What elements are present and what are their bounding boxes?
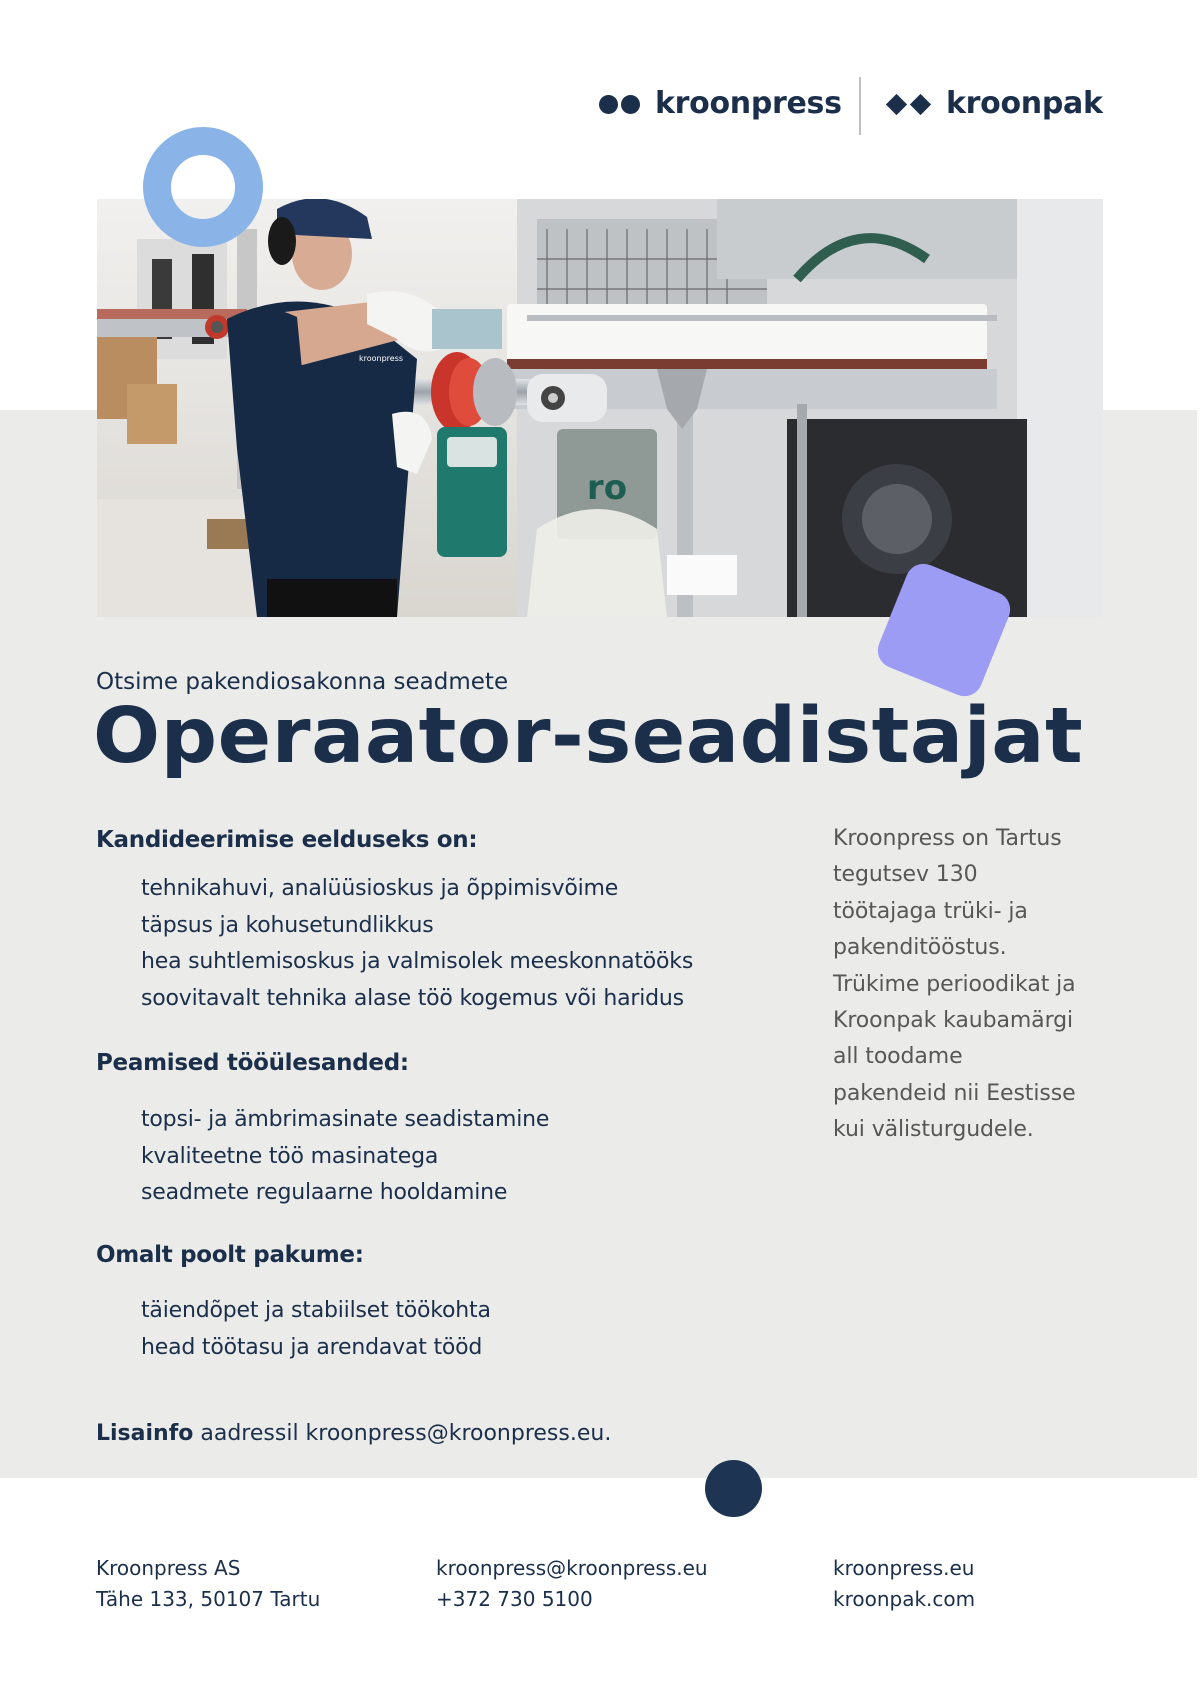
list-item: topsi- ja ämbrimasinate seadistamine: [141, 1107, 550, 1132]
page-title: Operaator-seadistajat: [93, 692, 1084, 781]
company-description: [833, 821, 1123, 1149]
footer-contact: [436, 1553, 708, 1615]
kroonpak-logo: [886, 84, 1103, 124]
footer-company: [96, 1553, 320, 1615]
list-item: täpsus ja kohusetundlikkus: [141, 912, 434, 938]
list-item: head töötasu ja arendavat tööd: [141, 1334, 483, 1360]
two-dots-icon: [599, 95, 640, 114]
offer-list: [141, 1293, 491, 1366]
list-item: hea suhtlemisoskus ja valmisolek meeskonnatööks: [141, 949, 694, 974]
company-name: Kroonpress AS: [96, 1556, 241, 1580]
requirements-heading: Kandideerimise eelduseks on:: [96, 827, 478, 853]
list-item: soovitavalt tehnika alase töö kogemus või haridus: [141, 985, 684, 1011]
footer-web: [833, 1553, 975, 1615]
kroonpress-logo: [599, 84, 842, 124]
description-line: töötajaga trüki- ja: [833, 898, 1028, 924]
list-item: seadmete regulaarne hooldamine: [141, 1180, 508, 1205]
two-diamonds-icon: [886, 97, 931, 112]
kroonpress-wordmark: kroonpress: [655, 86, 842, 121]
description-line: pakendeid nii Eestisse: [833, 1080, 1076, 1106]
contact-text[interactable]: aadressil kroonpress@kroonpress.eu.: [193, 1421, 612, 1446]
footer-email-link[interactable]: kroonpress@kroonpress.eu: [436, 1556, 708, 1580]
kroonpak-wordmark: kroonpak: [946, 86, 1103, 121]
logo-divider: [859, 77, 861, 135]
description-line: pakenditööstus.: [833, 935, 1007, 961]
duties-heading: Peamised tööülesanded:: [96, 1050, 409, 1076]
svg-text:ro: ro: [586, 468, 628, 508]
contact-info: [96, 1419, 611, 1449]
requirements-list: [141, 871, 693, 1017]
svg-text:kroonpress: kroonpress: [359, 354, 404, 363]
description-line: tegutsev 130: [833, 862, 978, 888]
company-address: Tähe 133, 50107 Tartu: [96, 1587, 321, 1611]
list-item: tehnikahuvi, analüüsioskus ja õppimisvõime: [141, 876, 619, 901]
description-line: Kroonpress on Tartus: [833, 826, 1062, 851]
website-link-kroonpress[interactable]: kroonpress.eu: [833, 1556, 975, 1580]
list-item: täiendõpet ja stabiilset töökohta: [141, 1298, 491, 1323]
description-line: kui välisturgudele.: [833, 1117, 1034, 1143]
list-item: kvaliteetne töö masinatega: [141, 1143, 439, 1169]
duties-list: [141, 1102, 549, 1212]
description-line: all toodame: [833, 1044, 963, 1070]
hero-photo: [97, 199, 1103, 617]
website-link-kroonpak[interactable]: kroonpak.com: [833, 1587, 976, 1611]
contact-label: Lisainfo: [96, 1421, 194, 1446]
offer-heading: Omalt poolt pakume:: [96, 1242, 364, 1268]
footer-phone[interactable]: +372 730 5100: [436, 1587, 593, 1611]
description-line: Kroonpak kaubamärgi: [833, 1008, 1074, 1034]
subtitle: Otsime pakendiosakonna seadmete: [96, 669, 509, 695]
decorative-circle: [705, 1460, 762, 1517]
decorative-ring: [143, 127, 263, 247]
description-line: Trükime perioodikat ja: [833, 971, 1076, 997]
